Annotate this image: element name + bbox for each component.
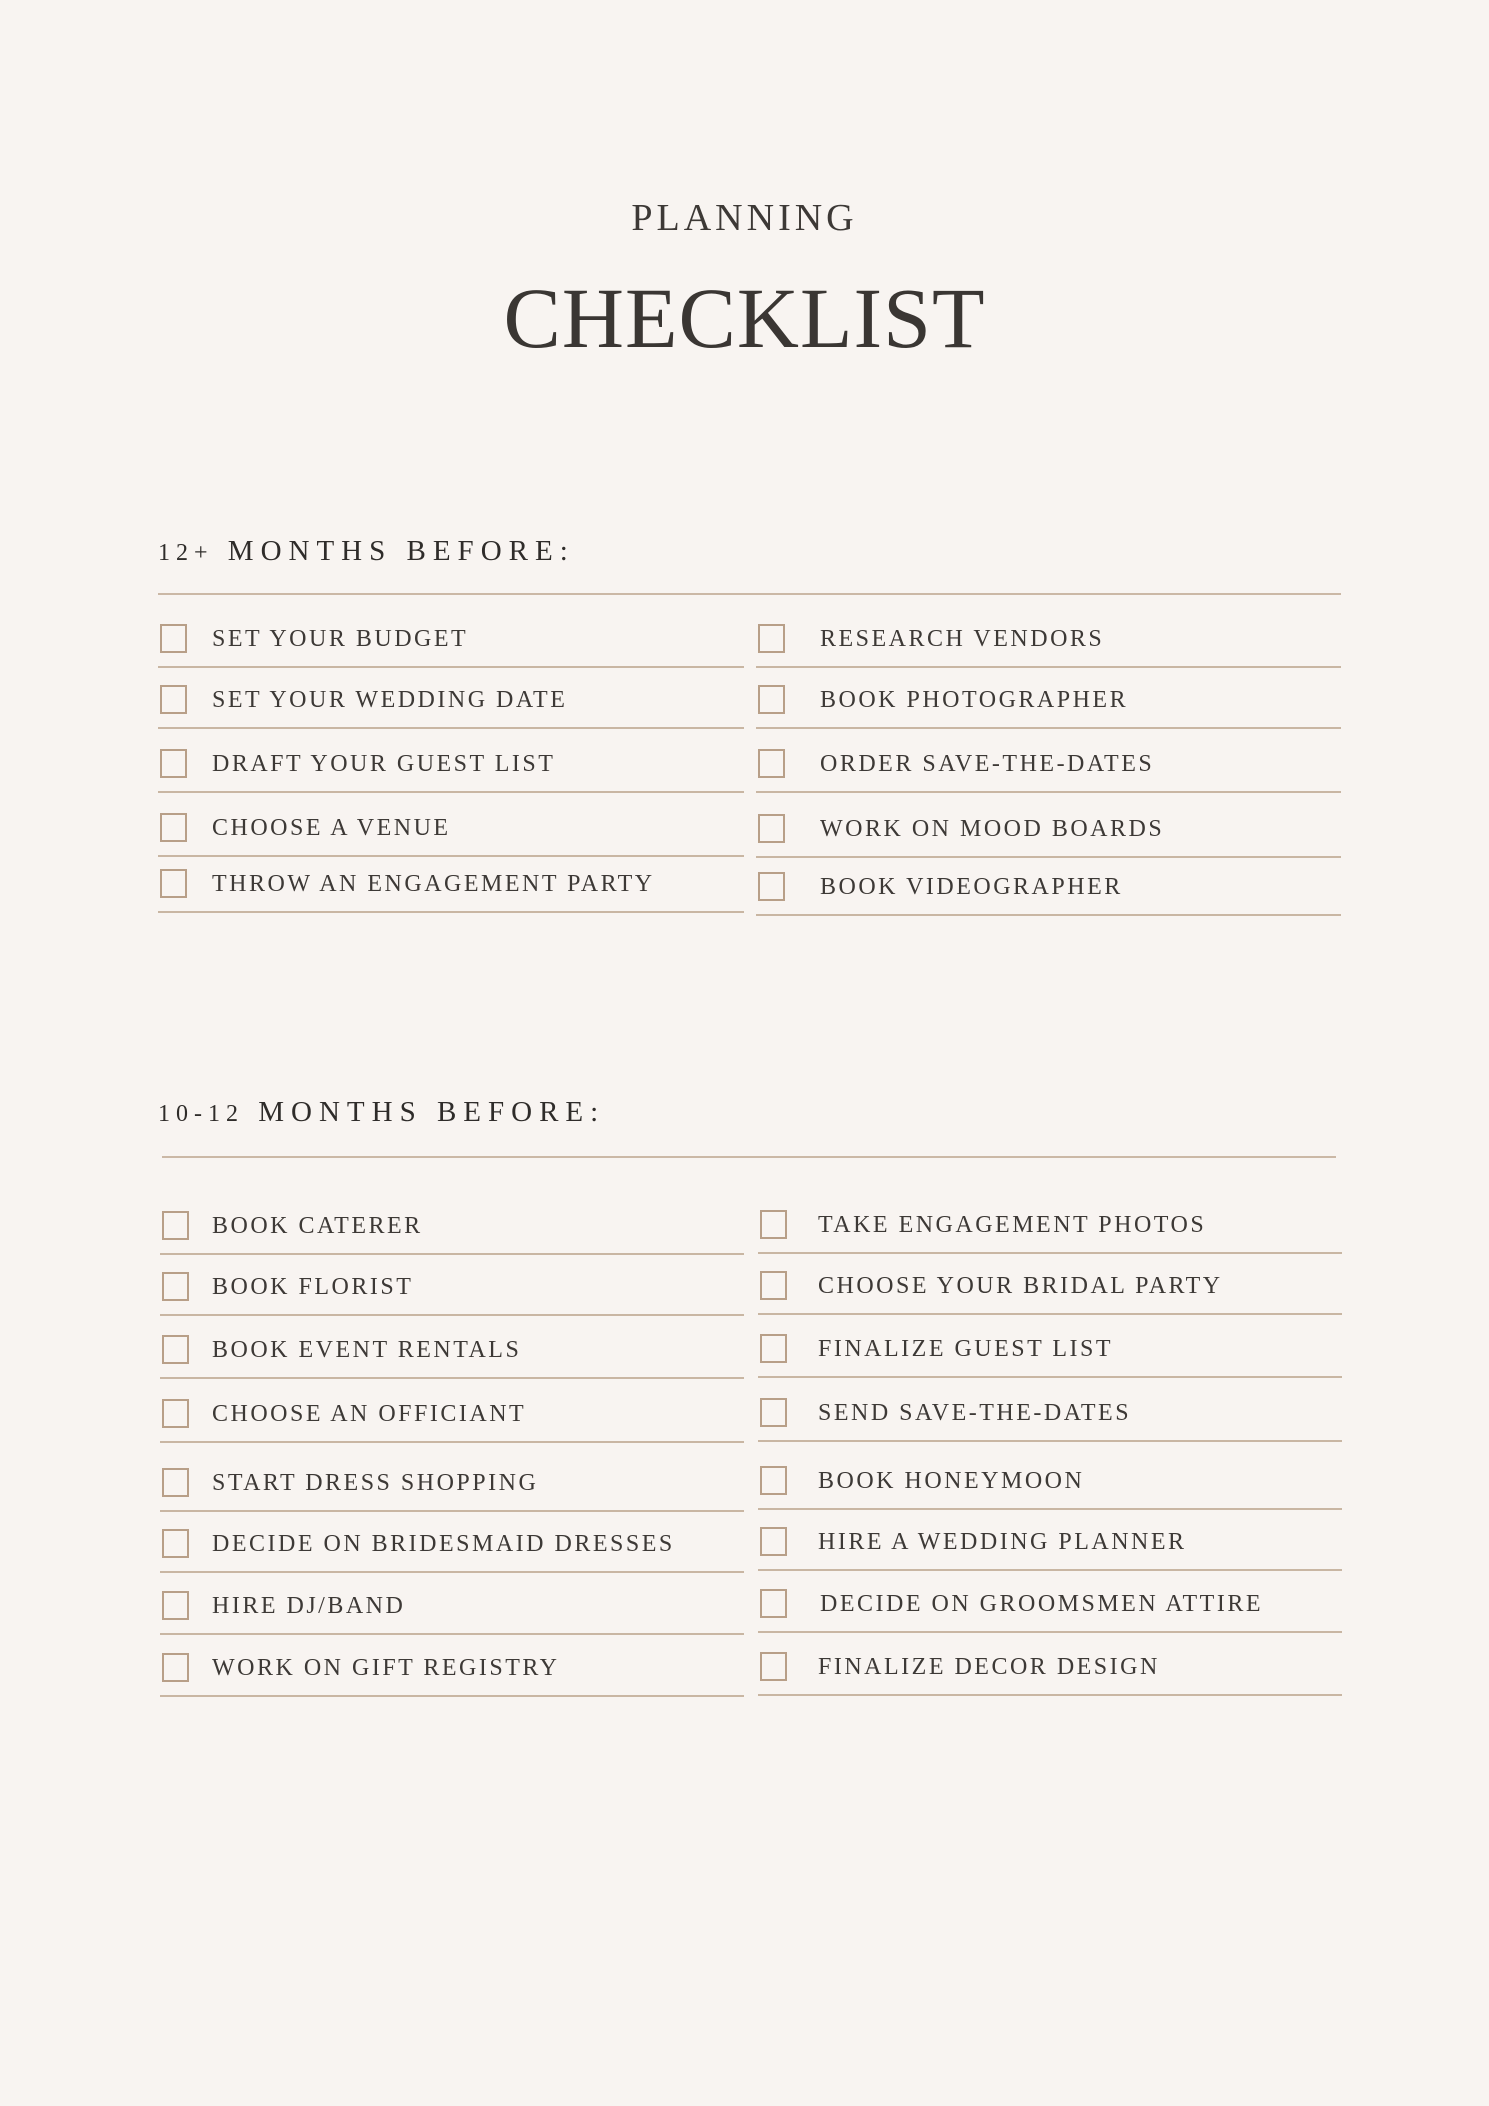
checklist-item-label: CHOOSE A VENUE	[212, 815, 451, 841]
checklist-item[interactable]	[160, 1527, 744, 1567]
checkbox[interactable]	[760, 1652, 787, 1681]
checklist-item[interactable]	[758, 1650, 1342, 1690]
checklist-item-label: CHOOSE AN OFFICIANT	[212, 1401, 527, 1427]
checklist-item-label: SET YOUR WEDDING DATE	[212, 687, 568, 713]
checklist-item-label: BOOK FLORIST	[212, 1274, 414, 1300]
item-underline	[756, 914, 1341, 916]
page-subtitle: PLANNING	[631, 197, 858, 239]
checklist-item[interactable]	[758, 1208, 1342, 1248]
checklist-item-label: FINALIZE DECOR DESIGN	[818, 1654, 1160, 1680]
item-underline	[160, 1441, 744, 1443]
item-underline	[160, 1253, 744, 1255]
checklist-item-label: SEND SAVE-THE-DATES	[818, 1400, 1132, 1426]
checklist-item[interactable]	[158, 622, 744, 662]
item-underline	[758, 1313, 1342, 1315]
checkbox[interactable]	[758, 624, 785, 653]
checkbox[interactable]	[162, 1272, 189, 1301]
item-underline	[758, 1569, 1342, 1571]
checkbox[interactable]	[162, 1653, 189, 1682]
checklist-item[interactable]	[160, 1466, 744, 1506]
checklist-item-label: START DRESS SHOPPING	[212, 1470, 539, 1496]
checkbox[interactable]	[162, 1468, 189, 1497]
section-heading-text: MONTHS BEFORE:	[227, 535, 575, 567]
section-heading	[158, 531, 1344, 571]
checkbox[interactable]	[758, 749, 785, 778]
checklist-item-label: DECIDE ON GROOMSMEN ATTIRE	[820, 1591, 1263, 1617]
section-12-months	[158, 531, 1344, 900]
item-underline	[158, 791, 744, 793]
checklist-item[interactable]	[160, 1651, 744, 1691]
checklist-item[interactable]	[756, 683, 1341, 723]
checkbox[interactable]	[162, 1529, 189, 1558]
item-underline	[160, 1695, 744, 1697]
item-underline	[160, 1633, 744, 1635]
checklist-item[interactable]	[756, 747, 1341, 787]
item-underline	[158, 727, 744, 729]
item-underline	[758, 1252, 1342, 1254]
checklist-item-label: WORK ON GIFT REGISTRY	[212, 1655, 560, 1681]
checkbox[interactable]	[760, 1271, 787, 1300]
section-divider	[158, 593, 1341, 595]
section-heading-number: 10-12	[158, 1101, 244, 1127]
checkbox[interactable]	[160, 869, 187, 898]
section-heading-text: MONTHS BEFORE:	[258, 1096, 606, 1128]
checklist-item-label: DRAFT YOUR GUEST LIST	[212, 751, 556, 777]
checklist-item[interactable]	[756, 812, 1341, 852]
checklist-item-label: THROW AN ENGAGEMENT PARTY	[212, 871, 655, 897]
checklist-item[interactable]	[758, 1396, 1342, 1436]
checklist-item-label: BOOK EVENT RENTALS	[212, 1337, 522, 1363]
item-underline	[160, 1571, 744, 1573]
checklist-item[interactable]	[756, 622, 1341, 662]
checklist-item-label: ORDER SAVE-THE-DATES	[820, 751, 1155, 777]
checkbox[interactable]	[760, 1466, 787, 1495]
checkbox[interactable]	[162, 1335, 189, 1364]
checklist-item[interactable]	[160, 1397, 744, 1437]
checklist-item[interactable]	[160, 1209, 744, 1249]
checklist-item[interactable]	[160, 1270, 744, 1310]
checklist-item[interactable]	[758, 1332, 1342, 1372]
item-underline	[756, 856, 1341, 858]
checkbox[interactable]	[758, 814, 785, 843]
item-underline	[160, 1510, 744, 1512]
checklist-item-label: BOOK CATERER	[212, 1213, 423, 1239]
section-divider	[162, 1156, 1336, 1158]
checkbox[interactable]	[160, 685, 187, 714]
checklist-item[interactable]	[158, 867, 744, 907]
checklist-item[interactable]	[758, 1525, 1342, 1565]
item-underline	[158, 666, 744, 668]
checkbox[interactable]	[160, 624, 187, 653]
checklist-item-label: BOOK HONEYMOON	[818, 1468, 1085, 1494]
item-underline	[756, 791, 1341, 793]
checklist-item[interactable]	[756, 870, 1341, 910]
checklist-item-label: HIRE A WEDDING PLANNER	[818, 1529, 1187, 1555]
checkbox[interactable]	[760, 1589, 787, 1618]
checklist-item-label: CHOOSE YOUR BRIDAL PARTY	[818, 1273, 1223, 1299]
checkbox[interactable]	[160, 813, 187, 842]
checklist-item-label: HIRE DJ/BAND	[212, 1593, 406, 1619]
checkbox[interactable]	[760, 1334, 787, 1363]
checklist-item-label: RESEARCH VENDORS	[820, 626, 1105, 652]
section-10-12-months	[158, 1092, 1344, 1681]
item-underline	[158, 855, 744, 857]
checklist-item-label: DECIDE ON BRIDESMAID DRESSES	[212, 1531, 675, 1557]
checkbox[interactable]	[760, 1527, 787, 1556]
checklist-item-label: TAKE ENGAGEMENT PHOTOS	[818, 1212, 1207, 1238]
checklist-item-label: BOOK PHOTOGRAPHER	[820, 687, 1129, 713]
item-underline	[756, 666, 1341, 668]
section-heading	[158, 1092, 1344, 1132]
page-title: CHECKLIST	[503, 270, 986, 366]
checklist-item[interactable]	[160, 1333, 744, 1373]
checkbox[interactable]	[758, 872, 785, 901]
item-underline	[758, 1376, 1342, 1378]
checkbox[interactable]	[162, 1399, 189, 1428]
checklist-item[interactable]	[158, 747, 744, 787]
item-underline	[160, 1314, 744, 1316]
checklist-item[interactable]	[758, 1587, 1342, 1627]
checklist-item[interactable]	[158, 683, 744, 723]
checkbox[interactable]	[160, 749, 187, 778]
item-underline	[758, 1440, 1342, 1442]
checklist-item-label: WORK ON MOOD BOARDS	[820, 816, 1165, 842]
checklist-item[interactable]	[158, 811, 744, 851]
item-underline	[758, 1631, 1342, 1633]
item-underline	[158, 911, 744, 913]
checklist-item-label: BOOK VIDEOGRAPHER	[820, 874, 1123, 900]
checklist-item[interactable]	[758, 1464, 1342, 1504]
checklist-item[interactable]	[758, 1269, 1342, 1309]
checklist-item[interactable]	[160, 1589, 744, 1629]
checkbox[interactable]	[758, 685, 785, 714]
item-underline	[160, 1377, 744, 1379]
checklist-item-label: FINALIZE GUEST LIST	[818, 1336, 1114, 1362]
section-heading-number: 12+	[158, 540, 214, 566]
checkbox[interactable]	[760, 1210, 787, 1239]
item-underline	[758, 1508, 1342, 1510]
checkbox[interactable]	[760, 1398, 787, 1427]
checkbox[interactable]	[162, 1591, 189, 1620]
checklist-item-label: SET YOUR BUDGET	[212, 626, 469, 652]
item-underline	[756, 727, 1341, 729]
item-underline	[758, 1694, 1342, 1696]
checkbox[interactable]	[162, 1211, 189, 1240]
